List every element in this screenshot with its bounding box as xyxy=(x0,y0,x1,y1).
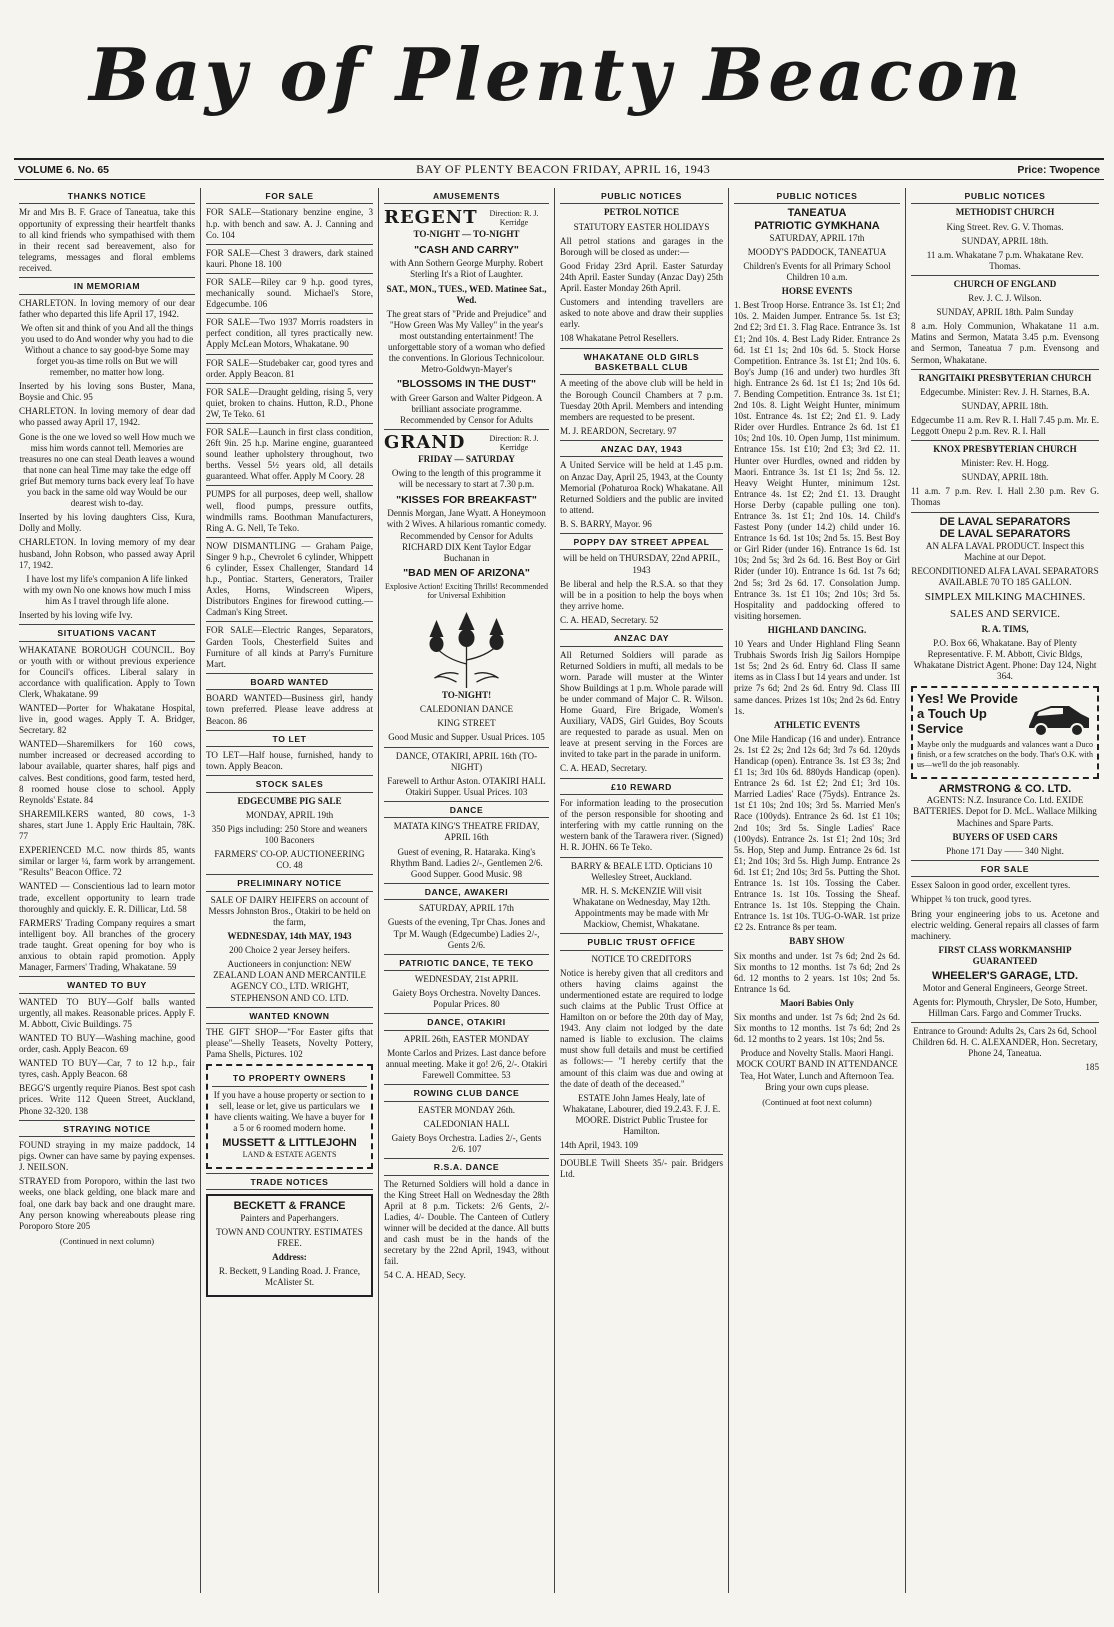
ad-text: FIRST CLASS WORKMANSHIP GUARANTEED xyxy=(938,944,1072,966)
notice-text: BARRY & BEALE LTD. Opticians 10 Wellesley Street, Auckland. xyxy=(570,860,713,882)
section-heading: SITUATIONS VACANT xyxy=(19,624,195,641)
notice-text: Inserted by his loving wife Ivy. xyxy=(19,609,133,620)
column-6 xyxy=(906,188,1104,1593)
signature: 14th April, 1943. 109 xyxy=(560,1140,639,1151)
event-detail: Guest of evening, R. Hataraka. King's Rhythm Band. Ladies 2/-, Gentlemen 2/6. Good Supper. Good Music. 98 xyxy=(390,846,543,879)
firm-name: MUSSETT & LITTLEJOHN xyxy=(222,1137,357,1150)
notice-subtitle: STATUTORY EASTER HOLIDAYS xyxy=(573,221,710,232)
film-blurb: The great stars of "Pride and Prejudice" and "How Green Was My Valley" in the year's most outstanding entertainment! The unforgettable story of a woman who defied the conventions. In Glorious Technicolour. Metro-Goldwyn-Mayer's xyxy=(386,308,547,375)
section-heading: WANTED KNOWN xyxy=(206,1007,373,1024)
church-name: METHODIST CHURCH xyxy=(955,207,1055,218)
film-blurb: Owing to the length of this programme it will be necessary to start at 7.30 p.m. xyxy=(391,468,542,490)
section-heading: PUBLIC TRUST OFFICE xyxy=(560,933,723,950)
continued-note: (Continued at foot next column) xyxy=(762,1096,872,1107)
beckett-france-ad xyxy=(206,1194,373,1297)
event-date: APRIL 26th, EASTER MONDAY xyxy=(403,1033,530,1044)
ad-text: BEGG'S urgently require Pianos. Best spot cash prices. Write 112 Queen Street, Auckland, Phone 32-320. 138 xyxy=(19,1083,195,1116)
section-heading: PUBLIC NOTICES xyxy=(734,188,900,204)
ad-headline: Yes! We Provide a Touch Up Service xyxy=(917,691,1018,737)
ad-text: THE GIFT SHOP—"For Easter gifts that please"—Shelly Teasets, Novelty Pottery, Pama Shells, Pictures. 102 xyxy=(206,1027,373,1060)
notice-subtitle: will be held on THURSDAY, 22nd APRIL, 1943 xyxy=(563,553,720,575)
ad-text: FOR SALE—Chest 3 drawers, dark stained kauri. Phone 18. 100 xyxy=(206,247,373,269)
service-date: SUNDAY, APRIL 18th. xyxy=(961,235,1049,246)
showing: SAT., MON., TUES., WED. Matinee Sat., Wed. xyxy=(386,283,547,305)
notice-text: Customers and intending travellers are asked to note above and draw their supplies early. xyxy=(560,297,723,330)
volume-number: VOLUME 6. No. 65 xyxy=(18,163,110,176)
theatre-direction: Direction: R. J. Kerridge xyxy=(489,208,539,228)
section-heading: FOR SALE xyxy=(206,188,373,204)
sale-date: MONDAY, APRIL 19th xyxy=(245,809,334,820)
service-times: 11 a.m. 7 p.m. Rev. I. Hall 2.30 p.m. Rev G. Thomas xyxy=(911,486,1099,508)
ad-text: STRAYED from Poroporo, within the last two weeks, one black gelding, one black mare and foal, one dark bay back and one draught mare. Any person knowing whereabouts please ring Poroporo Store 205 xyxy=(19,1176,195,1231)
notice-text: Be liberal and help the R.S.A. so that they will be in a position to help the boys when they arrive home. xyxy=(560,578,723,611)
showing: FRIDAY — SATURDAY xyxy=(418,454,515,465)
firm-name: ARMSTRONG & CO. LTD. xyxy=(938,782,1072,795)
notice-text: CHARLETON. In loving memory of our dear father who departed this life April 17, 1942. xyxy=(19,297,195,319)
address: R. Beckett, 9 Landing Road. J. France, McAlister St. xyxy=(218,1266,361,1288)
column-1 xyxy=(14,188,201,1593)
section-heading: THANKS NOTICE xyxy=(19,188,195,204)
section-heading: ANZAC DAY xyxy=(560,629,723,646)
notice-text: Mr and Mrs B. F. Grace of Taneatua, take this opportunity of expressing their heartfelt thanks to all kind friends who sympathised with them in their recent sad bereavement, also for telegrams, messages and floral emblems received. xyxy=(19,207,195,273)
ad-text: AGENTS: N.Z. Insurance Co. Ltd. EXIDE BATTERIES. Depot for D. McL. Wallace Milking Machines and Spare Parts. xyxy=(913,795,1097,828)
issue-date: BAY OF PLENTY BEACON FRIDAY, APRIL 16, 1943 xyxy=(416,162,711,176)
signature: B. S. BARRY, Mayor. 96 xyxy=(560,518,652,529)
firm-sub: LAND & ESTATE AGENTS xyxy=(242,1149,337,1159)
page-columns xyxy=(14,188,1104,1593)
signature: M. J. REARDON, Secretary. 97 xyxy=(560,425,677,436)
events-list: 1. Best Troop Horse. Entrance 3s. 1st £1; 2nd 10s. 2. Maiden Jumper. Entrance 5s. 1st £3; 2nd £2; 3rd £1. 3. Flag Race. Entrance 3s. 1st £1; 2nd 10s. 4. Best Lady Rider. Entrance 2s 6d. 1st £1 1s; 2nd 10s 6d. 5. Stock Horse Competition. Entrance 3s. 1st £1; 2nd 10s. 6. Boy's Jump (16 and under) two hurdles 3ft high. Entrance 2s 6d. 1st £1 1s; 2nd 10s 6d. 7. Bending Competition. Entrance 3s. 1st £1; 2nd 10s. 8. Light Weight Hunter, minimum 10st. Entrance 4s. 1st £2; 2nd £1. 9. Lady Rider over Hurdles. Entrance 2s 6d. 1st £1 10s; 2nd 10s. 10. Open Jump, 11st minimum. Entrance 15s. 1st £10; 2nd £3; 3rd £2. 11. Hunter over Hurdles, owned and ridden by Maori. Entrance 3s. 1st £1 1s; 2nd 5s. 12. Heavy Weight Hunter, minimum 12st. Entrance 4s. 1st £2; 2nd £1. 13. Draught Horse Derby (capable pulling one ton). Entrance 3s. 1st £1; 2nd 10s. 14. Child's Fastest Pony (under 14.2) child under 16. Entrance 1s 6d. 1st 10s; 2nd 5s. 15. Best Boy or Girl Rider (under 16). Entrance 1s 6d. 1st 10s; 2nd 5s; 3rd 2s 6d. 16. Best Boy or Girl Rider (under 10). Entrance 1s 6d. 1st 7s 6d; 2nd 5s; 3rd 2s 6d. 17. Consolation Jump. Entrance 3s. 1st £1 10s; 2nd 10s; 3rd 5s. Hospitality and paddocking offered to visiting horsemen. xyxy=(734,300,900,621)
section-heading: STOCK SALES xyxy=(206,775,373,792)
address-label: Address: xyxy=(272,1252,307,1263)
section-heading: £10 REWARD xyxy=(560,778,723,795)
ad-text: Whippet ¾ ton truck, good tyres. xyxy=(911,894,1032,905)
masthead xyxy=(0,0,1114,160)
ad-text: Bring your engineering jobs to us. Acetone and electric welding. General repairs all classes of farm machinery. xyxy=(911,908,1099,941)
continued-note: (Continued in next column) xyxy=(59,1235,155,1246)
events-list: 10 Years and Under Highland Fling Seann Trubhais Swords Irish Jig Sailors Hornpipe 1st 5s; 2nd 2s 6d. Entry 6d. Class II same items as in Class I but 14 years and under. 1st prize 7s 6d; 2nd 2s 6d. Entry 9d. Class III same dances. Prizes 1st 10s; 2nd 2s 6d. Entry 1s. xyxy=(734,639,900,716)
event-title: MATATA KING'S THEATRE FRIDAY, APRIL 16th xyxy=(393,821,540,843)
signature: C. A. HEAD, Secretary. 52 xyxy=(560,614,659,625)
event-title: DANCE, OTAKIRI, APRIL 16th (TO-NIGHT) xyxy=(395,750,538,772)
service-times: 11 a.m. Whakatane 7 p.m. Whakatane Rev. Thomas. xyxy=(926,249,1084,271)
ad-text: AN ALFA LAVAL PRODUCT. Inspect this Machine at our Depot. xyxy=(925,540,1085,562)
ad-text: BUYERS OF USED CARS xyxy=(952,831,1058,842)
section-heading: FOR SALE xyxy=(911,860,1099,877)
section-heading: ROWING CLUB DANCE xyxy=(384,1084,549,1101)
events-heading: Maori Babies Only xyxy=(780,997,854,1008)
film-title: "BLOSSOMS IN THE DUST" xyxy=(397,378,536,391)
ad-text: WANTED — Conscientious lad to learn motor trade, excellent opportunity to learn trade thoroughly and quickly. E. R. Dillicar, Ltd. 58 xyxy=(19,881,195,914)
notice-text: Notice is hereby given that all creditors and others having claims against the undermentioned estate are required to lodge such claims at the Public Trust Office at Hamilton on or before the 20th day of May, 1943. Any claim not lodged by the date named is liable to exclusion. The claims must show full details and must be certified as follows:— "I hereby certify that the amount of this claim was due and owing at the date of death of the deceased." xyxy=(560,967,723,1089)
section-heading: DANCE, OTAKIRI xyxy=(384,1013,549,1030)
section-heading: AMUSEMENTS xyxy=(384,188,549,204)
section-heading: STRAYING NOTICE xyxy=(19,1120,195,1137)
service-times: Edgecumbe 11 a.m. Rev R. I. Hall 7.45 p.m. Mr. E. Leggott Onepu 2 p.m. Rev. R. I. Hall xyxy=(911,414,1099,436)
church-detail: Edgecumbe. Minister: Rev. J. H. Starnes, B.A. xyxy=(920,386,1090,397)
ad-text: FOR SALE—Draught gelding, rising 5, very quiet, broken to chains. Hutton, R.D., Phone 2W, Te Teko. 61 xyxy=(206,386,373,419)
notice-text: Inserted by his loving sons Buster, Mana, Boysie and Chic. 95 xyxy=(19,381,195,403)
ad-text: WANTED—Porter for Whakatane Hospital, live in, good wages. Apply T. A. Bridger, Secretary. 82 xyxy=(19,703,195,736)
service-times: 8 a.m. Holy Communion, Whakatane 11 a.m. Matins and Sermon, Matata 3.45 p.m. Evensong and Sermon, Taneatua 7 p.m. Evensong and Sermon, Whakatane. xyxy=(911,321,1099,365)
ad-text: Maybe only the mudguards and valances want a Duco finish, or a few scratches on the body. That's O.K. with us—we'll do the job reasonably. xyxy=(917,740,1093,769)
signature: 108 Whakatane Petrol Resellers. xyxy=(560,333,679,344)
section-heading: WANTED TO BUY xyxy=(19,976,195,993)
notice-text: A meeting of the above club will be held in the Borough Council Chambers at 7 p.m. Tuesday 20th April. Members and intending members are requested to be present. xyxy=(560,378,723,422)
ad-text: FOR SALE—Riley car 9 h.p. good tyres, mechanically sound. Michael's Store, Edgecumbe. 106 xyxy=(206,276,373,310)
film-cast: Dennis Morgan, Jane Wyatt. A Honeymoon with 2 Wives. A hilarious romantic comedy. Recommended by Censor for Adults RICHARD DIX Kent Taylor Edgar Buchanan in xyxy=(386,508,547,563)
theatre-name: REGENT xyxy=(384,207,478,229)
thistle-illustration xyxy=(384,604,549,690)
event-detail: Gaiety Boys Orchestra. Ladies 2/-, Gents 2/6. 107 xyxy=(391,1133,542,1155)
ad-text: FOR SALE—Studebaker car, good tyres and order. Apply Beacon. 81 xyxy=(206,357,373,379)
events-heading: ATHLETIC EVENTS xyxy=(774,719,860,730)
price: Price: Twopence xyxy=(1017,163,1100,176)
phone: Phone 171 Day —— 340 Night. xyxy=(946,845,1064,856)
film-cast: with Greer Garson and Walter Pidgeon. A brilliant associate programme. Recommended by Censor for Adults xyxy=(390,393,543,426)
folio-line xyxy=(14,158,1104,180)
ad-text: SHAREMILKERS wanted, 80 cows, 1-3 shares, start June 1. Apply Eric Haultain, 78K. 77 xyxy=(19,808,195,842)
section-heading: R.S.A. DANCE xyxy=(384,1158,549,1175)
touch-up-ad xyxy=(911,686,1099,778)
ad-text: FOR SALE—Stationary benzine engine, 3 h.p. with bench and saw. A. J. Canning and Co. 104 xyxy=(206,207,373,240)
theatre-direction: Direction: R. J. Kerridge xyxy=(489,433,539,453)
notice-text: The Returned Soldiers will hold a dance in the King Street Hall on Wednesday the 28th April at 8 p.m. Tickets: 2/6 Gents, 2/- Ladies, 4/- Double. The Canteen of Cutlery winner will be decided at the dance. All butts and cash must be in the hands of the secretary by the 22nd April, 1943, without fail. xyxy=(384,1178,549,1267)
verse: We often sit and think of you And all the things you used to do And wonder why you had to die Without a chance to say good-bye Some may forget you-as time rolls on But we will remember, no matter how long. xyxy=(20,322,194,378)
notice-text: A United Service will be held at 1.45 p.m. on Anzac Day, April 25, 1943, at the County Memorial (Pohaturoa Rock) Whakatane. All Returned Soldiers and the public are invited to attend. xyxy=(560,460,723,515)
events-list: One Mile Handicap (16 and under). Entrance 2s. 1st £2 2s; 2nd 12s 6d; 3rd 7s 6d. 120yds Handicap (open). Entrance 3s. 1st £3 3s; 2nd £1 1s; 3rd 10s 6d. 880yds Handicap (open). Entrance 2s 6d. 1st £2; 2nd £1; 3rd 10s. Married Ladies' Race (75yds). Entrance 2s. 1st £1 10s; 2nd 10s; 3rd 5s. Married Men's Race (100yds). Entrance 2s 6d. 1st £1 10s; 2nd 10s; 3rd 5s. Single Ladies' Race (100yds). Entrance 2s. 1st £1; 2nd 10s; 3rd 5s. Hop, Step and Jump. Entrance 2s 6d. 1st £1; 2nd 10s; 3rd 5s. High Jump. Entrance 2s 6d. 1st £1; 2nd 10s; 3rd 5s. Putting the Shot. Entrance 1s. 1st 10s. Tossing the Caber. Entrance 1s. 1st 10s. Tossing the Sheaf. Entrance 1s. 1st 10s. Stepping the Chain. Entrance 1s. 1st 10s. TUG-O-WAR. 1st prize £2 2s. Entrance 8s per team. xyxy=(734,733,900,933)
notice-text: Children's Events for all Primary School Children 10 a.m. xyxy=(743,260,891,283)
notice-text: For information leading to the prosecution of the person responsible for shooting and interfering with my cattle running on the western bank of the Tarawera river. (Signed) H. R. JOHN. 66 Te Teko. xyxy=(560,798,723,853)
notice-text: MR. H. S. McKENZIE Will visit Whakatane on Wednesday, May 12th. Appointments may be made with Mr Mackiow, Chemist, Whakatane. xyxy=(572,885,711,929)
verse: Gone is the one we loved so well How much we miss him words cannot tell. Memories are treasures no one can steal Death leaves a wound that none can heal Time may take the edge off grief But memory turns back every leaf To have you back in the same old way Would be our dearest wish to-day. xyxy=(19,431,195,509)
firm-name: BECKETT & FRANCE xyxy=(233,1200,346,1213)
church-detail: Rev. J. C. J. Wilson. xyxy=(968,293,1042,304)
event-detail: Farewell to Arthur Aston. OTAKIRI HALL Otakiri Supper. Usual Prices. 103 xyxy=(387,775,546,797)
event-heading: TO-NIGHT! xyxy=(441,690,492,701)
events-list: Six months and under. 1st 7s 6d; 2nd 2s 6d. Six months to 12 months. 1st 7s 6d; 2nd 2s 6d. 12 months to 2 years. 1st 10s; 2nd 5s. Entrance 1s 6d. xyxy=(734,950,900,994)
events-heading: HIGHLAND DANCING. xyxy=(767,624,867,635)
event-title: CALEDONIAN DANCE xyxy=(419,704,514,715)
ad-text: WHAKATANE BOROUGH COUNCIL. Boy or youth with or without previous experience for Council's offices. Liberal salary in accordance with qualification. Apply to Town Clerk, Whakatane. 99 xyxy=(19,644,195,699)
agent-name: R. A. TIMS, xyxy=(981,624,1029,635)
firm-name: WHEELER'S GARAGE, LTD. xyxy=(931,969,1079,982)
section-heading: PUBLIC NOTICES xyxy=(560,188,723,204)
signature: 54 C. A. HEAD, Secy. xyxy=(384,1270,466,1281)
film-title: "BAD MEN OF ARIZONA" xyxy=(403,566,530,579)
event-date: SATURDAY, APRIL 17th xyxy=(419,903,514,914)
notice-text: All petrol stations and garages in the Borough will be closed as under:— xyxy=(560,235,723,257)
gymkhana-date: SATURDAY, APRIL 17th xyxy=(769,232,865,243)
column-5 xyxy=(729,188,906,1593)
ad-text: If you have a house property or section to sell, lease or let, give us particulars we have clients waiting. We have a buyer for a 5 or 6 roomed modern home. xyxy=(213,1089,366,1134)
notice-title: PETROL NOTICE xyxy=(603,207,680,218)
ad-text: Agents for: Plymouth, Chrysler, De Soto, Humber, Hillman Cars. Fargo and Commer Trucks. xyxy=(912,996,1098,1018)
theatre-name: GRAND xyxy=(384,432,466,454)
column-4 xyxy=(555,188,729,1593)
ad-text: BOARD WANTED—Business girl, handy town preferred. Please leave address at Beacon. 86 xyxy=(206,693,373,726)
notice-number: 185 xyxy=(1085,1062,1099,1073)
ad-heading: TO PROPERTY OWNERS xyxy=(212,1070,367,1086)
grand-header xyxy=(384,429,549,454)
film-cast: with Ann Sothern George Murphy. Robert Sterling It's a Riot of Laughter. xyxy=(389,258,544,280)
church-detail: Minister: Rev. H. Hogg. xyxy=(961,458,1049,469)
section-heading: PATRIOTIC DANCE, TE TEKO xyxy=(384,954,549,971)
event-detail: Guests of the evening, Tpr Chas. Jones and Tpr M. Waugh (Edgecumbe) Ladies 2/-, Gents 2/6. xyxy=(387,917,546,950)
notice-text: Good Friday 23rd April. Easter Saturday 24th April. Easter Sunday (Anzac Day) 25th April. Easter Monday 26th April. xyxy=(560,260,723,294)
event-detail: Monte Carlos and Prizes. Last dance before annual meeting. Make it go! 2/6, 2/-. Otakiri Farewell Committee. 53 xyxy=(385,1048,548,1081)
service-date: SUNDAY, APRIL 18th. Palm Sunday xyxy=(936,307,1074,318)
event-date: EASTER MONDAY 26th. xyxy=(417,1104,516,1115)
column-2 xyxy=(201,188,379,1593)
notice-text: Produce and Novelty Stalls. Maori Hangi. MOCK COURT BAND IN ATTENDANCE Tea, Hot Water, Lunch and Afternoon Tea. Bring your own cups please. xyxy=(736,1048,898,1092)
event-venue: KING STREET xyxy=(437,718,496,729)
ad-text: EXPERIENCED M.C. now thirds 85, wants similar or larger ¼, farm work by arrangement. "Results" Beacon Office. 72 xyxy=(19,845,195,878)
ad-text: TOWN AND COUNTRY. ESTIMATES FREE. xyxy=(216,1226,363,1248)
agent-detail: P.O. Box 66, Whakatane. Bay of Plenty Representative. F. M. Abbott, Civic Bldgs, Whakatane District Agent. Phone: Day 124, Night 364. xyxy=(913,638,1097,682)
church-name: CHURCH OF ENGLAND xyxy=(953,278,1057,289)
service-date: SUNDAY, APRIL 18th. xyxy=(961,400,1049,411)
ad-text: TO LET—Half house, furnished, handy to town. Apply Beacon. xyxy=(206,750,373,772)
notice-text: Inserted by his loving daughters Ciss, Kura, Dolly and Molly. xyxy=(19,512,195,534)
ad-text: FOR SALE—Launch in first class condition, 26ft 9in. 25 h.p. Marine engine, guaranteed sound leather upholstery throughout, two berths. Vessel 5½ years old, all details guaranteed. What offer. Apply M Coory. 28 xyxy=(206,426,373,482)
ad-text: FARMERS' Trading Company requires a smart intelligent boy. All branches of the grocery trade taught. Great opening for boy who is anxious to obtain rapid promotion. Apply Manager, Farmers' Trading, Whakatane. 59 xyxy=(19,917,195,973)
event-detail: Good Music and Supper. Usual Prices. 105 xyxy=(388,732,545,743)
ad-text: RECONDITIONED ALFA LAVAL SEPARATORS AVAILABLE 70 TO 185 GALLON. xyxy=(911,566,1099,588)
notice-text: CHARLETON. In loving memory of dear dad who passed away April 17, 1942. xyxy=(19,406,195,428)
section-heading: TRADE NOTICES xyxy=(206,1173,373,1190)
sale-detail: 350 Pigs including: 250 Store and weaners 100 Baconers xyxy=(211,823,368,846)
film-title: "CASH AND CARRY" xyxy=(414,243,519,256)
sale-detail: 200 Choice 2 year Jersey heifers. xyxy=(229,945,350,956)
firm-sub: Motor and General Engineers, George Street. xyxy=(922,982,1088,993)
auctioneer: FARMERS' CO-OP. AUCTIONEERING CO. 48 xyxy=(214,849,365,871)
church-detail: King Street. Rev. G. V. Thomas. xyxy=(946,221,1064,232)
sale-detail: SALE OF DAIRY HEIFERS on account of Messrs Johnston Bros., Otakiri to be held on the farm, xyxy=(208,894,371,928)
event-date: WEDNESDAY, 21st APRIL xyxy=(414,974,519,985)
ad-text: SIMPLEX MILKING MACHINES. xyxy=(924,591,1086,604)
section-heading: PRELIMINARY NOTICE xyxy=(206,874,373,891)
ad-text: DOUBLE Twill Sheets 35/- pair. Bridgers Ltd. xyxy=(560,1158,723,1180)
ad-text: Essex Saloon in good order, excellent tyres. xyxy=(911,880,1071,891)
ad-text: NOW DISMANTLING — Graham Paige, Singer 9 h.p., Chevrolet 6 cylinder, Whippett 6 cylinder, Essex Challenger, Standard 14 h.p., Pontiac. Starters, Generators, Trailer Axles, Horns, Windscreen Wipers, Distributors Engines for firewood cutting.—Cadman's King Street. xyxy=(206,540,373,618)
auctioneer: Auctioneers in conjunction: NEW ZEALAND LOAN AND MERCANTILE AGENCY CO., LTD. WRIGHT, STEPHENSON AND CO. LTD. xyxy=(213,959,366,1003)
ad-text: PUMPS for all purposes, deep well, shallow well, flood pumps, pressure outfits, windmills rams. Boothman Manufacturers, Ring A. G. Nell, Te Teko. xyxy=(206,489,373,533)
events-list: Six months and under. 1st 7s 6d; 2nd 2s 6d. Six months to 12 months. 1st 7s 6d; 2nd 2s 6d. 12 months to 2 years. 1st 10s; 2nd 5s. xyxy=(734,1012,900,1045)
section-heading: WHAKATANE OLD GIRLS BASKETBALL CLUB xyxy=(560,348,723,376)
section-heading: DANCE xyxy=(384,801,549,818)
signature: C. A. HEAD, Secretary. xyxy=(560,763,648,774)
ad-text: FOUND straying in my maize paddock, 14 pigs. Owner can have same by paying expenses. J. NEILSON. xyxy=(19,1140,195,1173)
column-3 xyxy=(379,188,555,1593)
firm-sub: Painters and Paperhangers. xyxy=(240,1212,339,1223)
film-title: "KISSES FOR BREAKFAST" xyxy=(396,493,537,506)
car-illustration xyxy=(1023,692,1093,740)
sale-date: WEDNESDAY, 14th MAY, 1943 xyxy=(227,931,352,942)
ad-text: FOR SALE—Electric Ranges, Separators, Garden Tools, Chesterfield Suites and Furniture of all kinds at Parry's Furniture Mart. xyxy=(206,625,373,669)
gymkhana-venue: MOODY'S PADDOCK, TANEATUA xyxy=(747,246,887,257)
notice-text: All Returned Soldiers will parade as Returned Soldiers in mufti, all medals to be worn. Parade will muster at the Winter Show Buildings at 1 p.m. Whole parade will be under command of Major C. R. Wilson. Home Guard, Fire Brigade, Women's Auxiliary, VADS, Girl Guides, Boy Scouts are requested to parade as usual. Men on leave at present serving in the Forces are invited to take part in the parade in uniform. xyxy=(560,649,723,760)
ad-headline: DE LAVAL SEPARATORS xyxy=(939,515,1071,528)
section-heading: IN MEMORIAM xyxy=(19,277,195,294)
ad-text: WANTED TO BUY—Golf balls wanted urgently, all makes. Reasonable prices. Apply F. M. Abbott, Civic Buildings. 75 xyxy=(19,996,195,1029)
event-detail: Gaiety Boys Orchestra. Novelty Dances. Popular Prices. 80 xyxy=(392,988,541,1010)
regent-header xyxy=(384,207,549,229)
gymkhana-title: PATRIOTIC GYMKHANA xyxy=(754,220,880,233)
sale-title: EDGECUMBE PIG SALE xyxy=(237,795,342,806)
gymkhana-location: TANEATUA xyxy=(787,207,847,220)
showing: TO-NIGHT — TO-NIGHT xyxy=(413,229,520,240)
church-name: RANGITAIKI PRESBYTERIAN CHURCH xyxy=(918,372,1092,383)
ad-text: FOR SALE—Two 1937 Morris roadsters in perfect condition, all tyres practically new. Apply McLean Motors, Whakatane. 90 xyxy=(206,317,373,350)
ad-text: WANTED TO BUY—Washing machine, good order, cash. Apply Beacon. 69 xyxy=(19,1032,195,1055)
notice-text: CHARLETON. In loving memory of my dear husband, John Robson, who passed away April 17, 1942. xyxy=(19,537,195,570)
notice-text: ESTATE John James Healy, late of Whakatane, Labourer, died 19.2.43. F. J. E. MOORE. District Public Trustee for Hamilton. xyxy=(562,1092,721,1136)
ad-text: WANTED TO BUY—Car, 7 to 12 h.p., fair tyres, cash. Apply Beacon. 68 xyxy=(19,1058,195,1080)
event-venue: CALEDONIAN HALL xyxy=(423,1118,510,1129)
notice-text: Entrance to Ground: Adults 2s, Cars 2s 6d, School Children 6d. H. C. ALEXANDER, Hon. Secretary, Phone 24, Taneatua. xyxy=(912,1025,1098,1059)
property-owners-ad xyxy=(206,1064,373,1168)
newspaper-title: Bay of Plenty Beacon xyxy=(89,32,1025,117)
ad-text: WANTED—Sharemilkers for 160 cows, number increased or decreased according to labour available, quarter shares, half pigs and calves. Best conditions, good farm, tested herd, 8 roomed house close to school. Apply Reynolds' Estate. 84 xyxy=(19,739,195,805)
section-heading: ANZAC DAY, 1943 xyxy=(560,440,723,457)
section-heading: BOARD WANTED xyxy=(206,673,373,690)
church-name: KNOX PRESBYTERIAN CHURCH xyxy=(933,444,1077,455)
section-heading: PUBLIC NOTICES xyxy=(911,188,1099,204)
section-heading: POPPY DAY STREET APPEAL xyxy=(560,533,723,550)
verse: I have lost my life's companion A life linked with my own No one knows how much I miss him As I travel through life alone. xyxy=(23,573,191,606)
film-cast: Explosive Action! Exciting Thrills! Recommended for Universal Exhibition xyxy=(385,581,548,601)
service-date: SUNDAY, APRIL 18th. xyxy=(961,472,1049,483)
section-heading: DANCE, AWAKERI xyxy=(384,883,549,900)
ad-headline: DE LAVAL SEPARATORS xyxy=(939,528,1071,541)
notice-subtitle: NOTICE TO CREDITORS xyxy=(591,953,692,964)
section-heading: TO LET xyxy=(206,730,373,747)
events-heading: HORSE EVENTS xyxy=(781,286,853,297)
ad-text: SALES AND SERVICE. xyxy=(949,607,1061,620)
events-heading: BABY SHOW xyxy=(789,936,845,947)
